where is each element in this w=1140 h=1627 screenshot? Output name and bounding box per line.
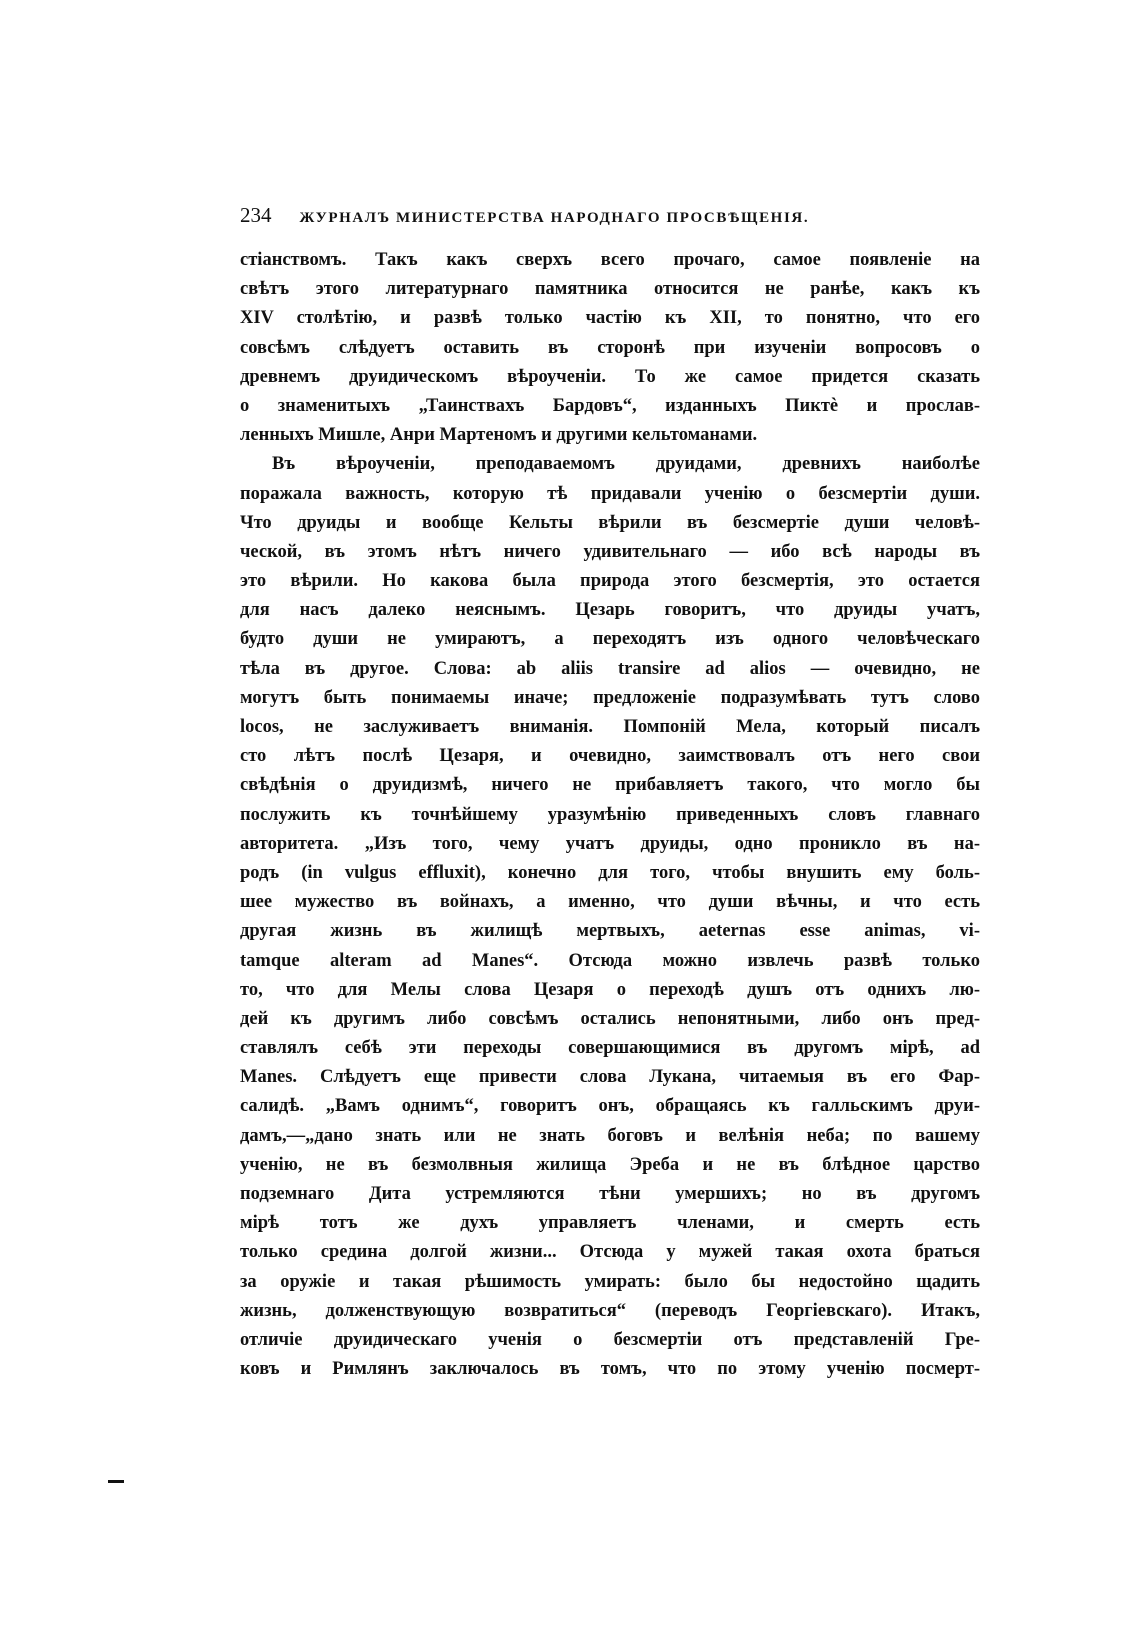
text-line: шее мужество въ войнахъ, а именно, что души вѣчны, и что есть	[240, 892, 980, 913]
text-line: ленныхъ Мишле, Анри Мартеномъ и другими кельтоманами.	[240, 425, 758, 446]
text-line: tamque alteram ad Manes“. Отсюда можно извлечь развѣ только	[240, 950, 980, 971]
text-line: жизнь, долженствующую возвратиться“ (переводъ Георгіевскаго). Итакъ,	[240, 1300, 980, 1321]
text-line: поражала важность, которую тѣ придавали ученію о безсмертіи души.	[240, 483, 980, 504]
text-line: другая жизнь въ жилищѣ мертвыхъ, aeternas esse animas, vi-	[240, 921, 980, 942]
text-line: Manes. Слѣдуетъ еще привести слова Лукана, читаемыя въ его Фар-	[240, 1067, 980, 1088]
text-line: совсѣмъ слѣдуетъ оставить въ сторонѣ при изученіи вопросовъ о	[240, 337, 980, 358]
text-line: ставлялъ себѣ эти переходы совершающимися въ другомъ мірѣ, ad	[240, 1038, 980, 1059]
text-line: будто души не умираютъ, а переходятъ изъ одного человѣческаго	[240, 629, 980, 650]
text-line: только средина долгой жизни... Отсюда у мужей такая охота браться	[240, 1242, 980, 1263]
text-line: дей къ другимъ либо совсѣмъ остались непонятными, либо онъ пред-	[240, 1008, 980, 1029]
text-line: тѣла въ другое. Слова: ab aliis transire ad alios — очевидно, не	[240, 658, 980, 679]
text-line: сто лѣтъ послѣ Цезаря, и очевидно, заимствовалъ отъ него свои	[240, 746, 980, 767]
text-line: авторитета. „Изъ того, чему учатъ друиды, одно проникло въ на-	[240, 833, 980, 854]
page-number: 234	[240, 203, 272, 227]
text-line: стіанствомъ. Такъ какъ сверхъ всего прочаго, самое появленіе на	[240, 250, 980, 270]
text-line: подземнаго Дита устремляются тѣни умершихъ; но въ другомъ	[240, 1184, 980, 1204]
text-line: свѣтъ этого литературнаго памятника относится не ранѣе, какъ къ	[240, 279, 980, 300]
margin-dash-mark	[108, 1480, 124, 1483]
text-line: это вѣрили. Но какова была природа этого безсмертія, это остается	[240, 571, 980, 592]
paragraph-start-line: Въ вѣроученіи, преподаваемомъ друидами, древнихъ наиболѣе	[272, 454, 980, 475]
text-line: свѣдѣнія о друидизмѣ, ничего не прибавляетъ такого, что могло бы	[240, 775, 980, 796]
page-header	[240, 203, 980, 228]
text-line: Что друиды и вообще Кельты вѣрили въ безсмертіе души человѣ-	[240, 512, 980, 533]
text-line: ученію, не въ безмолвныя жилища Эреба и не въ блѣдное царство	[240, 1154, 980, 1175]
text-line: послужить къ точнѣйшему уразумѣнію приведенныхъ словъ главнаго	[240, 804, 980, 825]
text-line: то, что для Мелы слова Цезаря о переходѣ душъ отъ однихъ лю-	[240, 979, 980, 1000]
text-line: locos, не заслуживаетъ вниманія. Помпоній Мела, который писалъ	[240, 717, 980, 737]
text-line: о знаменитыхъ „Таинствахъ Бардовъ“, изданныхъ Пиктè и прослав-	[240, 395, 980, 416]
text-line: для насъ далеко неяснымъ. Цезарь говоритъ, что друиды учатъ,	[240, 600, 980, 621]
body-text	[240, 246, 980, 1384]
text-line: могутъ быть понимаемы иначе; предложеніе подразумѣвать тутъ слово	[240, 687, 980, 708]
text-line: XIV столѣтію, и развѣ только частію къ XII, то понятно, что его	[240, 308, 980, 329]
text-line: ческой, въ этомъ нѣтъ ничего удивительнаго — ибо всѣ народы въ	[240, 541, 980, 562]
text-line: родъ (in vulgus effluxit), конечно для того, чтобы внушить ему боль-	[240, 862, 980, 883]
text-line: салидѣ. „Вамъ однимъ“, говоритъ онъ, обращаясь къ галльскимъ друи-	[240, 1096, 980, 1117]
text-line: мірѣ тотъ же духъ управляетъ членами, и смерть есть	[240, 1213, 980, 1234]
text-line: за оружіе и такая рѣшимость умирать: было бы недостойно щадить	[240, 1271, 980, 1292]
text-line: отличіе друидическаго ученія о безсмертіи отъ представленій Гре-	[240, 1329, 980, 1350]
text-line: дамъ,—„дано знать или не знать боговъ и велѣнія неба; по вашему	[240, 1125, 980, 1146]
text-line: ковъ и Римлянъ заключалось въ томъ, что по этому ученію посмерт-	[240, 1359, 980, 1380]
text-line: древнемъ друидическомъ вѣроученіи. То же самое придется сказать	[240, 366, 980, 387]
running-title: ЖУРНАЛЪ МИНИСТЕРСТВА НАРОДНАГО ПРОСВѢЩЕНІЯ.	[299, 210, 810, 226]
